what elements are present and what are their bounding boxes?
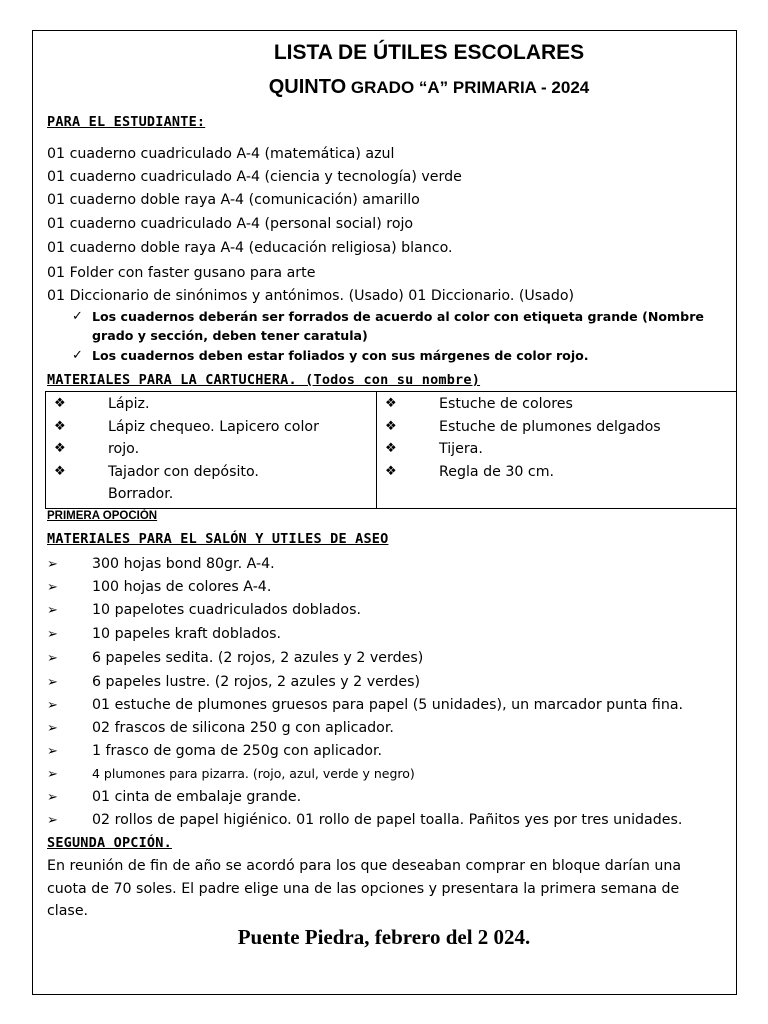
salon-heading: MATERIALES PARA EL SALÓN Y UTILES DE ASEO [47, 531, 389, 547]
arrow-bullet-icon: ➢ [47, 813, 58, 828]
diamond-bullet-icon: ❖ [385, 396, 397, 411]
list-item-label: Estuche de plumones delgados [439, 418, 661, 435]
estudiante-item: 01 Folder con faster gusano para arte [47, 265, 316, 281]
list-item [46, 483, 376, 506]
estudiante-item: 01 cuaderno doble raya A-4 (comunicación) amarillo [47, 192, 420, 208]
arrow-bullet-icon: ➢ [47, 651, 58, 666]
estudiante-item: 01 cuaderno cuadriculado A-4 (matemática) azul [47, 146, 395, 162]
list-item-label: Regla de 30 cm. [439, 463, 555, 480]
arrow-bullet-icon: ➢ [47, 557, 58, 572]
subtitle-quinto: QUINTO [268, 76, 347, 98]
list-item [47, 579, 271, 595]
list-item [377, 393, 737, 416]
cartuchera-right-column [377, 393, 737, 483]
list-item [47, 743, 382, 759]
list-item [47, 626, 281, 642]
list-item [47, 720, 394, 736]
list-item-label: 100 hojas de colores A-4. [92, 579, 272, 595]
arrow-bullet-icon: ➢ [47, 790, 58, 805]
list-item-label: Tajador con depósito. [108, 463, 259, 480]
list-item [47, 650, 423, 666]
list-item-label: Lápiz. [108, 396, 150, 412]
arrow-bullet-icon: ➢ [47, 721, 58, 736]
primera-opcion-label: PRIMERA OPOCIÓN [47, 510, 158, 522]
arrow-bullet-icon: ➢ [47, 698, 58, 713]
list-item [47, 602, 361, 618]
list-item-label: Lápiz chequeo. Lapicero color [108, 418, 319, 435]
list-item [47, 674, 420, 690]
list-item-label: 6 papeles sedita. (2 rojos, 2 azules y 2 verdes) [92, 650, 424, 666]
list-item [47, 556, 275, 572]
cartuchera-table [45, 391, 737, 509]
check-note [72, 307, 712, 345]
list-item [47, 697, 683, 713]
diamond-bullet-icon: ❖ [54, 418, 66, 434]
list-item [46, 393, 376, 416]
arrow-bullet-icon: ➢ [47, 744, 58, 759]
check-note [72, 346, 712, 365]
subtitle-rest: GRADO “A” PRIMARIA - 2024 [346, 78, 590, 97]
check-note-text: Los cuadernos deben estar foliados y con sus márgenes de color rojo. [92, 348, 589, 363]
list-item [377, 461, 737, 484]
list-item [47, 766, 415, 782]
estudiante-item: 01 Diccionario de sinónimos y antónimos. (Usado) 01 Diccionario. (Usado) [47, 288, 575, 304]
list-item-label: Tijera. [439, 441, 483, 457]
diamond-bullet-icon: ❖ [54, 396, 66, 411]
estudiante-item: 01 cuaderno cuadriculado A-4 (ciencia y tecnología) verde [47, 169, 462, 185]
arrow-bullet-icon: ➢ [47, 627, 58, 642]
list-item-label: rojo. [108, 441, 140, 457]
list-item-label: 01 estuche de plumones gruesos para papel (5 unidades), un marcador punta fina. [92, 697, 684, 713]
list-item-label: 4 plumones para pizarra. (rojo, azul, verde y negro) [92, 766, 415, 781]
list-item-label: 6 papeles lustre. (2 rojos, 2 azules y 2 verdes) [92, 674, 421, 690]
document-footer: Puente Piedra, febrero del 2 024. [237, 925, 531, 949]
list-item-label: 10 papeles kraft doblados. [92, 626, 282, 642]
list-item-label: 10 papelotes cuadriculados doblados. [92, 602, 362, 618]
diamond-bullet-icon: ❖ [385, 463, 397, 479]
checkmark-icon: ✓ [72, 309, 83, 324]
segunda-heading: SEGUNDA OPCIÓN. [47, 835, 172, 851]
list-item-label: 01 cinta de embalaje grande. [92, 789, 302, 805]
diamond-bullet-icon: ❖ [54, 441, 66, 456]
list-item [47, 812, 682, 828]
list-item [377, 438, 737, 461]
list-item-label: 1 frasco de goma de 250g con aplicador. [92, 743, 383, 759]
document-subtitle [0, 76, 768, 99]
list-item [377, 416, 737, 439]
list-item-label: 02 frascos de silicona 250 g con aplicador. [92, 720, 394, 736]
diamond-bullet-icon: ❖ [54, 463, 66, 479]
list-item-label: Borrador. [108, 486, 174, 502]
list-item [47, 789, 301, 805]
cartuchera-left-column [46, 393, 376, 506]
checkmark-icon: ✓ [72, 348, 83, 363]
list-item [46, 438, 376, 461]
estudiante-heading: PARA EL ESTUDIANTE: [47, 114, 206, 130]
list-item-label: 02 rollos de papel higiénico. 01 rollo de papel toalla. Pañitos yes por tres unidades. [92, 812, 683, 828]
check-note-text: Los cuadernos deberán ser forrados de acuerdo al color con etiqueta grande (Nombre grado y sección, deben tener caratula) [92, 309, 704, 343]
list-item [46, 416, 376, 439]
estudiante-item: 01 cuaderno cuadriculado A-4 (personal social) rojo [47, 216, 414, 232]
arrow-bullet-icon: ➢ [47, 580, 58, 595]
segunda-text: En reunión de fin de año se acordó para los que deseaban comprar en bloque darían una cuota de 70 soles. El padre elige una de las opciones y presentara la primera semana de clase. [47, 858, 682, 919]
list-item-label: Estuche de colores [439, 396, 573, 412]
diamond-bullet-icon: ❖ [385, 441, 397, 456]
document-title: LISTA DE ÚTILES ESCOLARES [273, 41, 585, 64]
arrow-bullet-icon: ➢ [47, 767, 58, 782]
diamond-bullet-icon: ❖ [385, 418, 397, 434]
arrow-bullet-icon: ➢ [47, 603, 58, 618]
estudiante-item: 01 cuaderno doble raya A-4 (educación religiosa) blanco. [47, 240, 453, 256]
list-item [46, 461, 376, 484]
list-item-label: 300 hojas bond 80gr. A-4. [92, 556, 275, 572]
cartuchera-heading: MATERIALES PARA LA CARTUCHERA. (Todos con su nombre) [47, 372, 481, 388]
arrow-bullet-icon: ➢ [47, 675, 58, 690]
